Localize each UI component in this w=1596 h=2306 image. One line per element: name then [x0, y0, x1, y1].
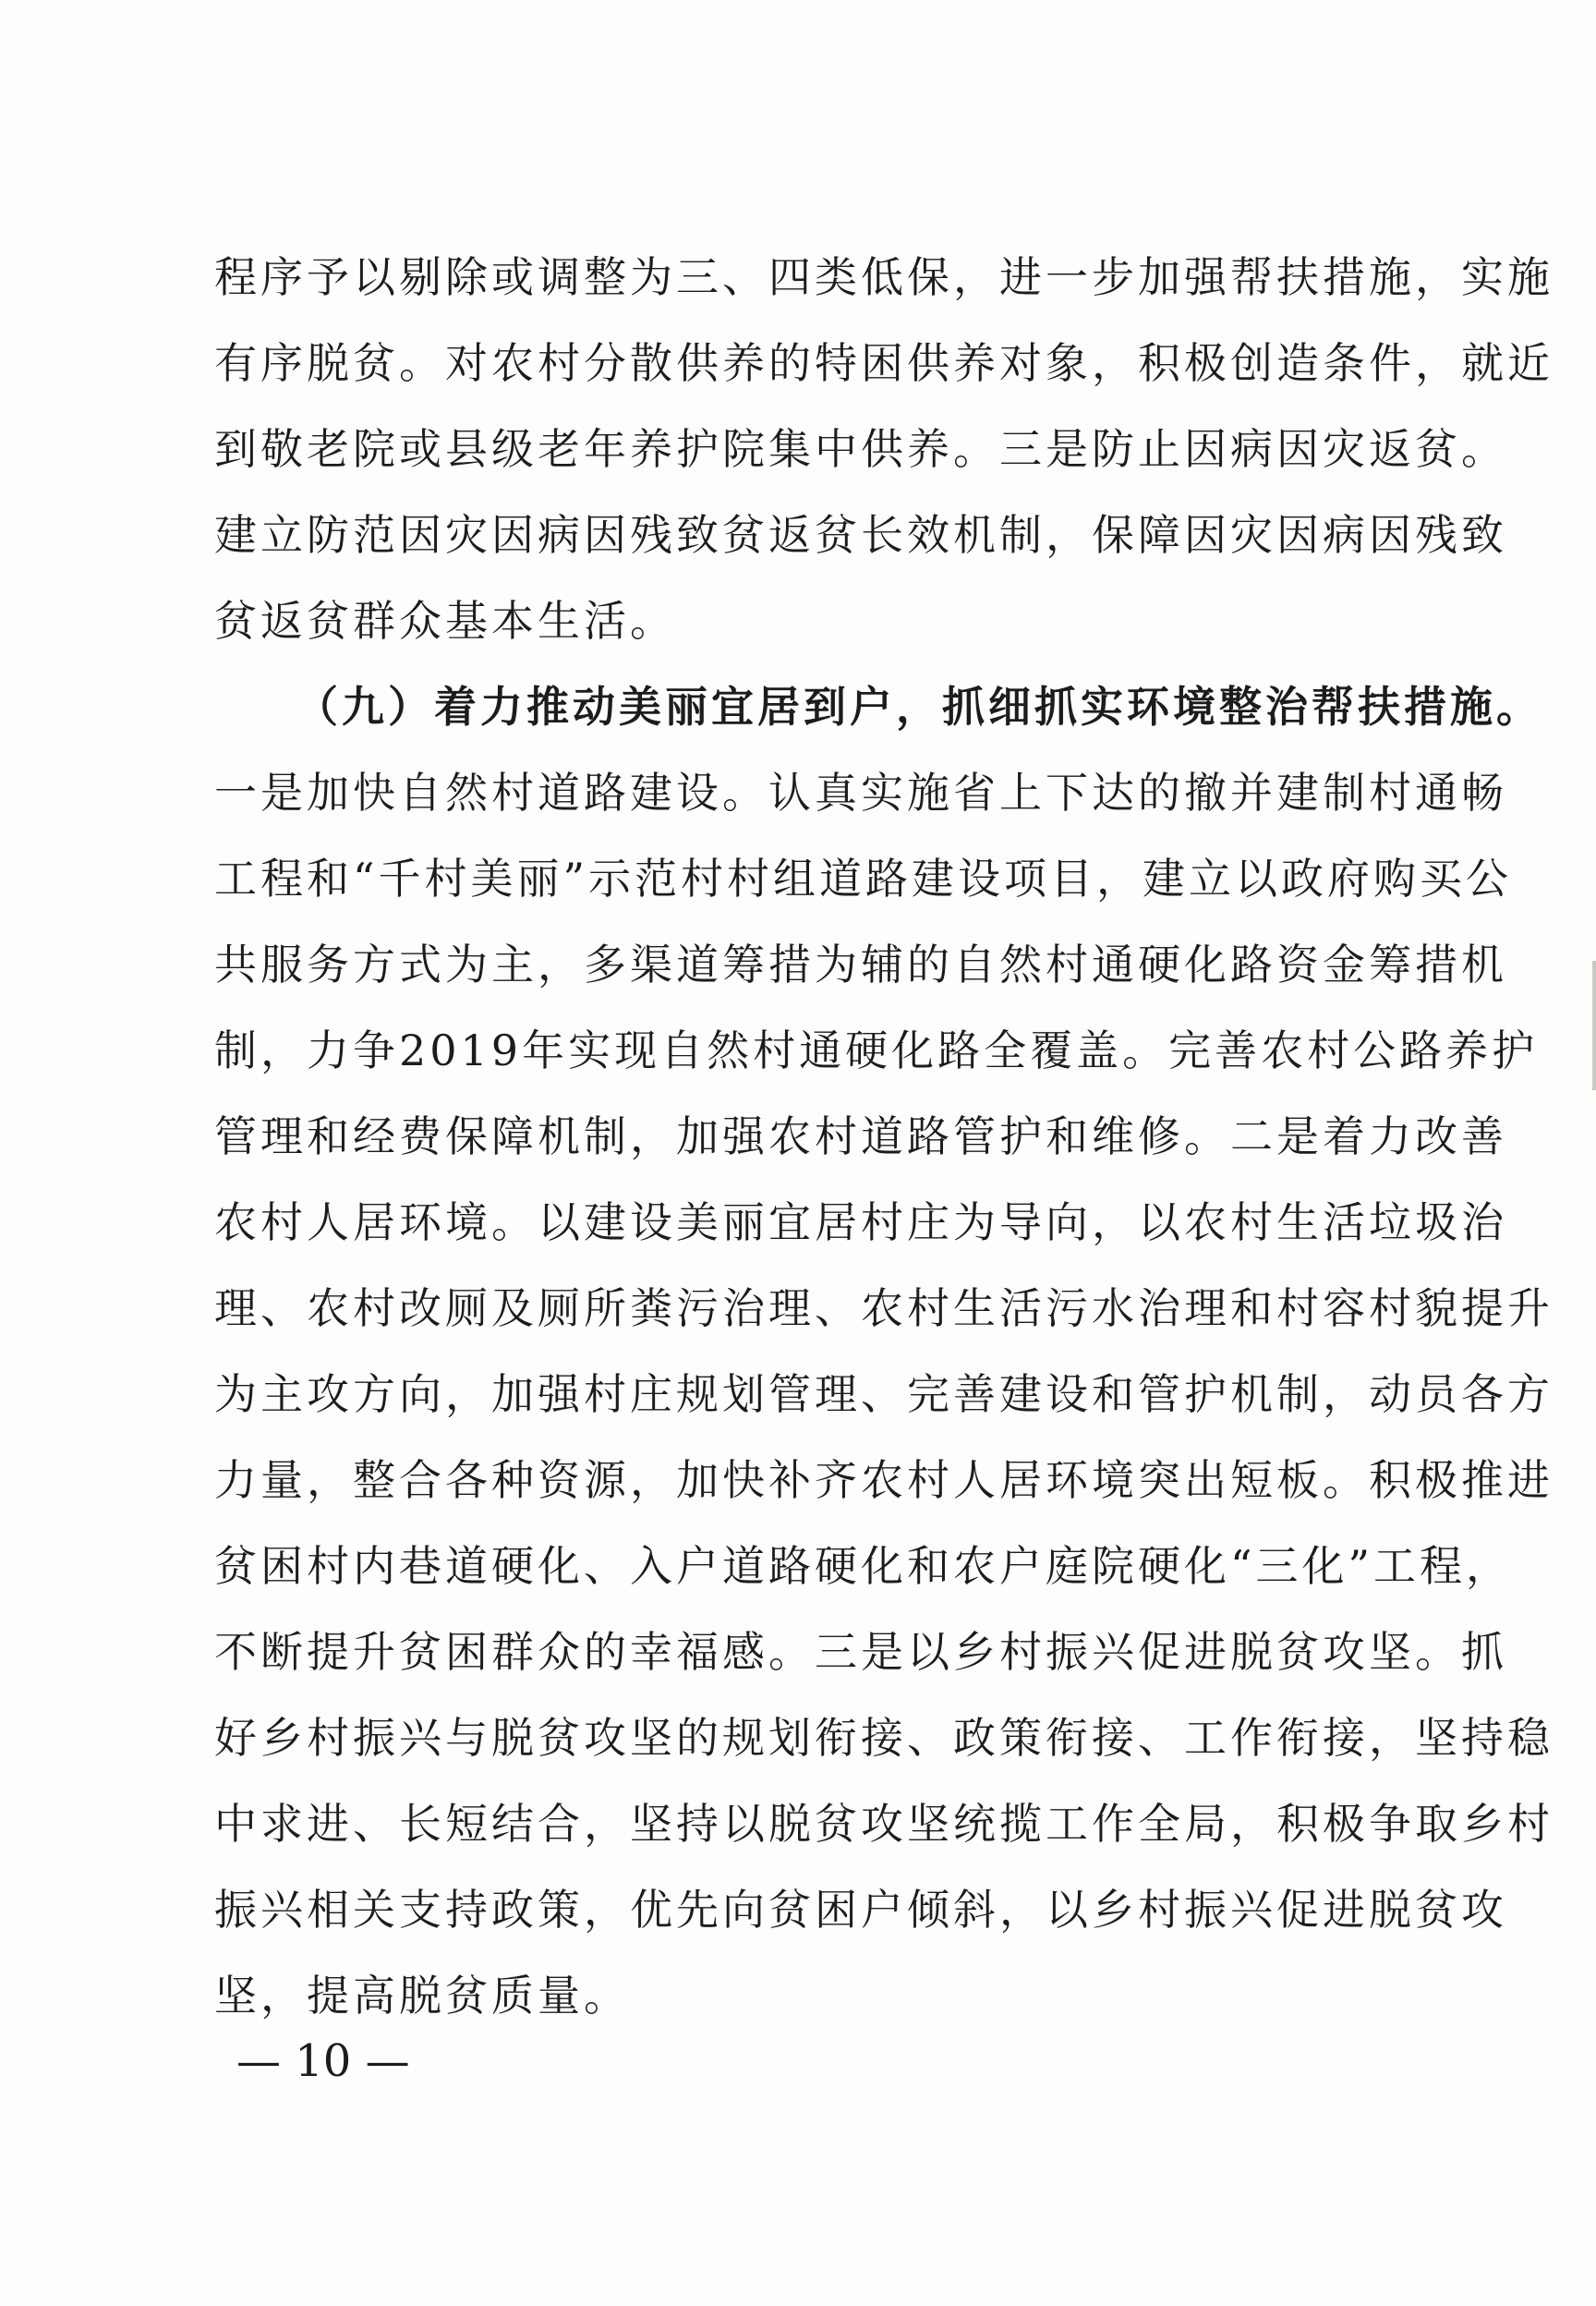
text-line: 振兴相关支持政策，优先向贫困户倾斜，以乡村振兴促进脱贫攻 — [214, 1885, 1507, 1935]
text-line: 到敬老院或县级老年养护院集中供养。三是防止因病因灾返贫。 — [214, 424, 1507, 474]
text-line: 工程和“千村美丽”示范村村组道路建设项目，建立以政府购买公 — [214, 854, 1513, 904]
text-line: 中求进、长短结合，坚持以脱贫攻坚统揽工作全局，积极争取乡村 — [214, 1799, 1554, 1849]
text-line: 力量，整合各种资源，加快补齐农村人居环境突出短板。积极推进 — [214, 1455, 1554, 1505]
text-line: 有序脱贫。对农村分散供养的特困供养对象，积极创造条件，就近 — [214, 338, 1554, 388]
text-line: 制，力争2019年实现自然村通硬化路全覆盖。完善农村公路养护 — [214, 1026, 1539, 1075]
text-line: 共服务方式为主，多渠道筹措为辅的自然村通硬化路资金筹措机 — [214, 940, 1507, 989]
text-line: 建立防范因灾因病因残致贫返贫长效机制，保障因灾因病因残致 — [214, 510, 1507, 560]
text-line: 程序予以剔除或调整为三、四类低保，进一步加强帮扶措施，实施 — [214, 252, 1554, 302]
page-number: — 10 — — [236, 2035, 410, 2087]
text-line: 不断提升贫困群众的幸福感。三是以乡村振兴促进脱贫攻坚。抓 — [214, 1627, 1507, 1677]
text-line: 一是加快自然村道路建设。认真实施省上下达的撤并建制村通畅 — [214, 768, 1507, 818]
text-line: 好乡村振兴与脱贫攻坚的规划衔接、政策衔接、工作衔接，坚持稳 — [214, 1713, 1554, 1763]
scan-edge-mark — [1592, 961, 1596, 1090]
section-heading: （九）着力推动美丽宜居到户，抓细抓实环境整治帮扶措施。 — [296, 682, 1542, 732]
text-line: 贫返贫群众基本生活。 — [214, 596, 676, 646]
text-line: 管理和经费保障机制，加强农村道路管护和维修。二是着力改善 — [214, 1111, 1507, 1161]
text-line: 农村人居环境。以建设美丽宜居村庄为导向，以农村生活垃圾治 — [214, 1197, 1507, 1247]
text-line: 为主攻方向，加强村庄规划管理、完善建设和管护机制，动员各方 — [214, 1369, 1554, 1419]
text-line: 坚，提高脱贫质量。 — [214, 1971, 630, 2021]
text-line: 贫困村内巷道硬化、入户道路硬化和农户庭院硬化“三化”工程， — [214, 1541, 1513, 1591]
text-line: 理、农村改厕及厕所粪污治理、农村生活污水治理和村容村貌提升 — [214, 1283, 1554, 1333]
